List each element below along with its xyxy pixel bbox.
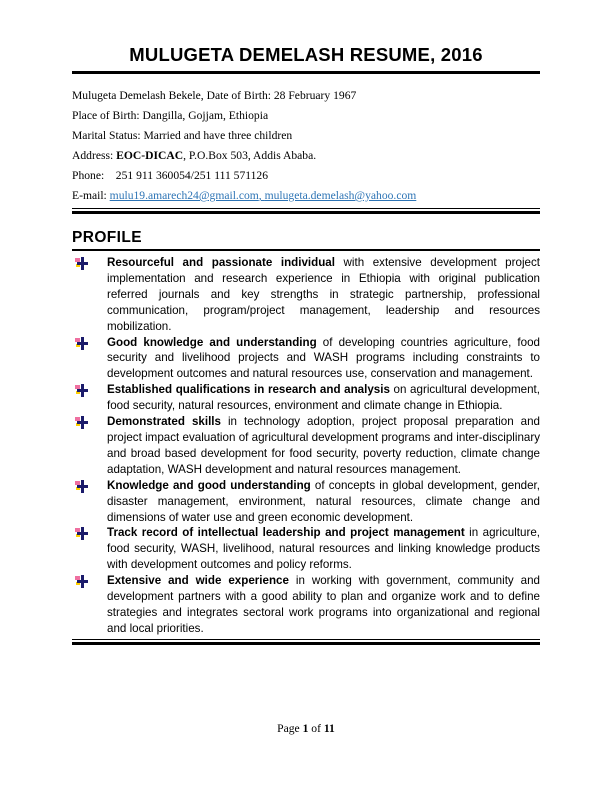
address-label: Address: <box>72 149 117 162</box>
bullet-text <box>107 525 540 573</box>
bullet-body: in working with government, community and development partners with a good ability to plan and organize work and to define strategies and integrates sectoral work programs into organizational and regional and local priorities. <box>107 574 540 635</box>
bullet-text <box>107 573 540 637</box>
info-line-name-dob: Mulugeta Demelash Bekele, Date of Birth: 28 February 1967 <box>72 89 357 102</box>
bullet-lead: Good knowledge and understanding <box>107 335 317 349</box>
bullet-text <box>107 478 540 526</box>
bullet-body: of concepts in global development, gender, disaster management, environment, natural resources, climate change and dimensions of water use and green economic development. <box>107 478 540 524</box>
bullet-item <box>72 525 540 573</box>
bullet-body: in technology adoption, project proposal preparation and project impact evaluation of agricultural development programs and inter-disciplinary and broad based development for food security, poverty reduction, climate change adaptation, WASH development and natural resources management. <box>107 415 541 476</box>
bullet-body: of developing countries agriculture, food security and livelihood projects and WASH programs including constraints to development outcomes and natural resources use, conservation and management. <box>107 335 540 381</box>
personal-info-section <box>72 86 540 206</box>
bullet-body: in agriculture, food security, WASH, livelihood, natural resources and linking knowledge products with development outcomes and policy reforms. <box>107 526 540 572</box>
bullet-lead: Demonstrated skills <box>107 415 221 429</box>
title-rule <box>72 71 540 74</box>
email-separator: , <box>258 189 265 202</box>
info-line-place-of-birth: Place of Birth: Dangilla, Gojjam, Ethiopia <box>72 109 269 122</box>
decorative-cross-bullet-icon <box>75 384 88 397</box>
bullet-lead: Track record of intellectual leadership and project management <box>107 526 465 540</box>
footer-page-word: Page <box>277 722 300 735</box>
info-line-marital-status: Marital Status: Married and have three children <box>72 129 293 142</box>
decorative-cross-bullet-icon <box>75 337 88 350</box>
bullet-lead: Knowledge and good understanding <box>107 478 311 492</box>
profile-heading-rule <box>72 249 540 251</box>
address-organization: EOC-DICAC <box>116 149 184 162</box>
info-line-phone: Phone: 251 911 360054/251 111 571126 <box>72 169 269 182</box>
bullet-body: on agricultural development, food security, natural resources, environment and climate change in Ethiopia. <box>107 383 540 413</box>
info-line-address <box>72 146 540 166</box>
profile-bullet-list <box>72 255 540 637</box>
bullet-body: with extensive development project implementation and research experience in Ethiopia with original publication referred journals and key strengths in strategic partnership, professional communication, program/project management, leadership and resources mobilization. <box>107 256 540 333</box>
bullet-item <box>72 255 540 335</box>
bullet-lead: Established qualifications in research and analysis <box>107 383 390 397</box>
footer-total-pages: 11 <box>323 722 335 735</box>
bullet-item <box>72 382 540 414</box>
decorative-cross-bullet-icon <box>75 480 88 493</box>
email-label: E-mail: <box>72 189 110 202</box>
decorative-cross-bullet-icon <box>75 575 88 588</box>
footer-page-number: 1 <box>302 722 309 735</box>
bullet-item <box>72 414 540 478</box>
bullet-lead: Resourceful and passionate individual <box>107 256 335 269</box>
page-title: MULUGETA DEMELASH RESUME, 2016 <box>129 44 483 65</box>
decorative-cross-bullet-icon <box>75 527 88 540</box>
decorative-cross-bullet-icon <box>75 416 88 429</box>
section-divider-bottom <box>72 639 540 645</box>
info-line-email <box>72 186 540 206</box>
decorative-cross-bullet-icon <box>75 257 88 270</box>
footer-of-word: of <box>311 722 321 735</box>
profile-heading: PROFILE <box>72 229 142 246</box>
bullet-item <box>72 573 540 637</box>
bullet-text <box>107 414 540 478</box>
bullet-text <box>107 255 540 335</box>
page-footer <box>0 722 612 735</box>
bullet-lead: Extensive and wide experience <box>107 574 289 588</box>
bullet-text <box>107 382 540 414</box>
address-rest: , P.O.Box 503, Addis Ababa. <box>183 149 317 162</box>
section-divider-top <box>72 208 540 214</box>
bullet-item <box>72 335 540 383</box>
bullet-text <box>107 335 540 383</box>
email-link-yahoo[interactable]: mulugeta.demelash@yahoo.com <box>264 189 417 202</box>
bullet-item <box>72 478 540 526</box>
email-link-gmail[interactable]: mulu19.amarech24@gmail.com <box>109 189 259 202</box>
